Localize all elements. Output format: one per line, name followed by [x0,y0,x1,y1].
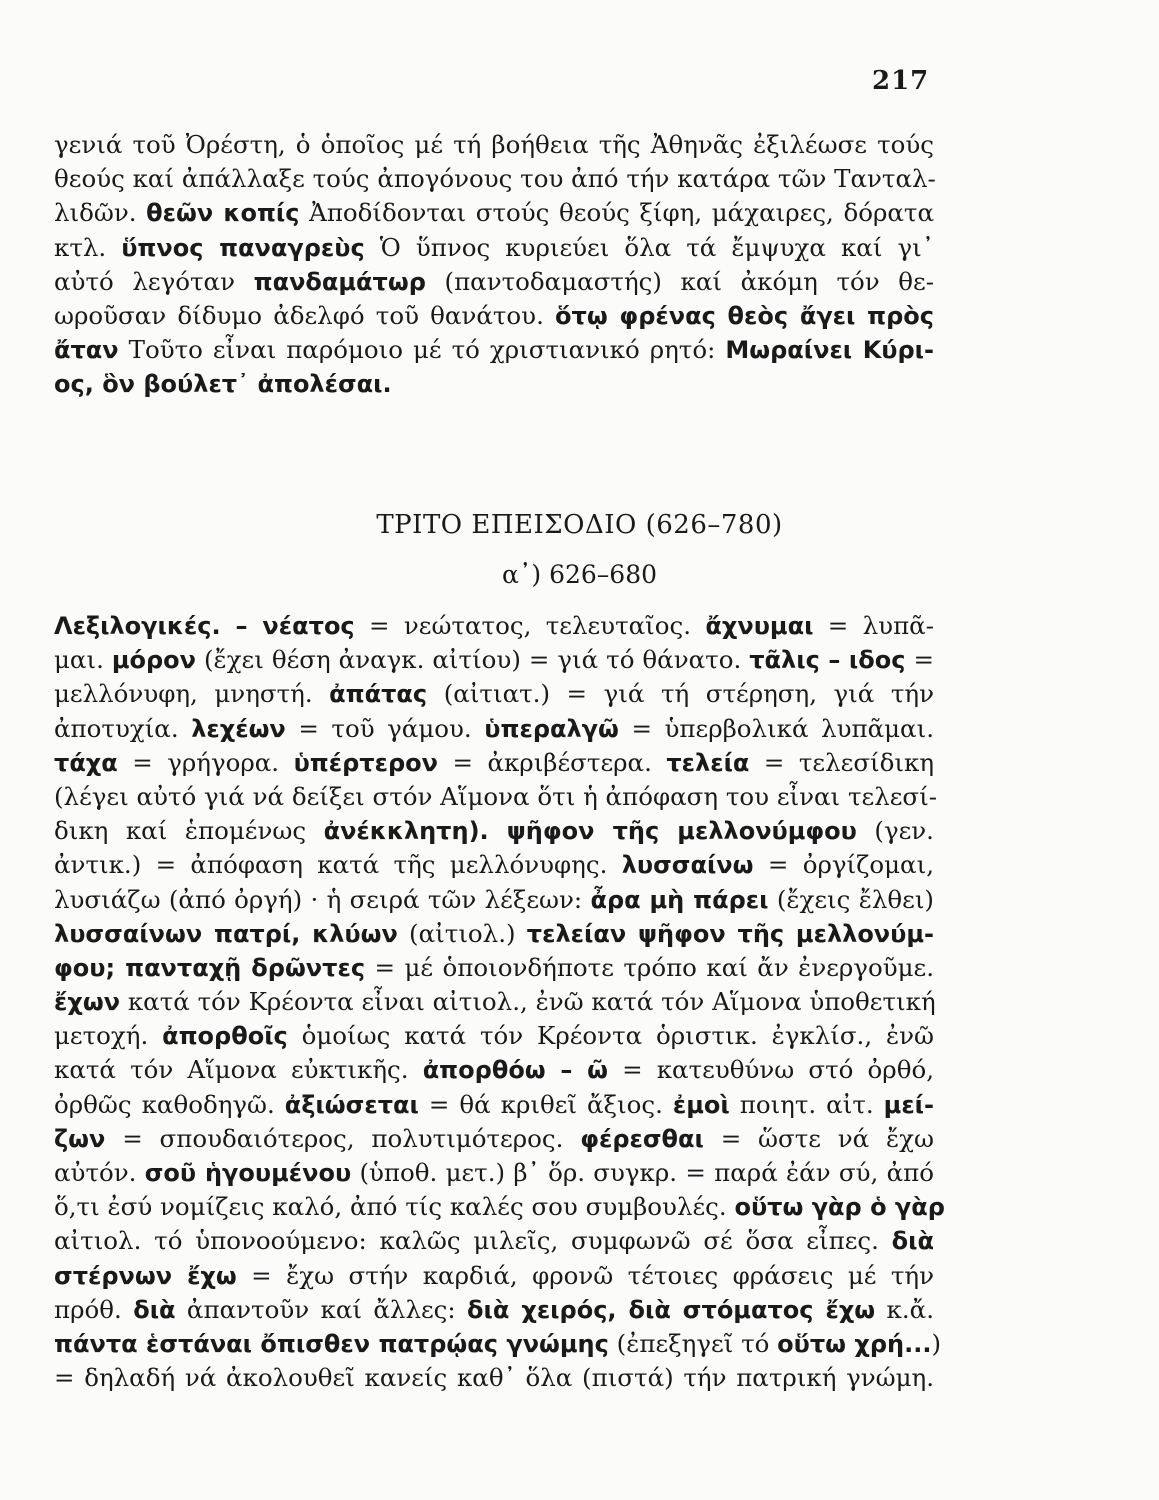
headword: ἆρα μὴ πάρει [590,885,769,914]
headword: λυσσαίνων πατρί, κλύων [54,919,398,948]
headword: σοῦ ἡγουμένου [144,1159,352,1187]
headword: ζων [54,1124,106,1153]
text-run: = τοῦ γάμου. [285,713,485,743]
text-line [54,917,934,951]
text-line [54,1156,934,1190]
text-line [54,1259,934,1293]
subsection-title: α᾿) 626–680 [501,560,658,589]
text-line [54,299,934,333]
text-run: ὁμοίως κατά τόν Κρέοντα ὁριστικ. ἐγκλίσ., ἐνῶ [287,1021,934,1051]
text-run: = γρήγορα. [117,747,294,777]
headword: οὕτω χρή... [777,1329,932,1358]
text-run: Τοῦτο εἶναι παρόμοιο μέ τό χριστιανικό ρητό: [118,335,726,365]
text-line [54,1224,934,1258]
text-run: αὐτόν. [54,1158,145,1187]
text-line [54,196,934,230]
text-run: κατά τόν Αἵμονα εὐκτικῆς. [54,1055,423,1085]
text-run: λυσιάζω (ἀπό ὀργή) · ἡ σειρά τῶν λέξεων: [54,884,591,914]
text-line [54,162,934,196]
headword: ὑπεραλγῶ [484,714,619,743]
text-run: ἀποτυχία. [54,713,192,743]
headword: οὕτω γὰρ ὁ γὰρ [734,1193,945,1222]
text-line [54,609,934,643]
text-run: αὐτό λεγόταν [54,266,254,296]
text-run: κ.ἄ. [875,1294,934,1324]
text-run: = δηλαδή νά ἀκολουθεῖ κανείς καθ᾿ ὅλα (πιστά) τήν πατρική γνώμη. [54,1363,934,1393]
page-number: 217 [872,66,930,96]
headword: θεῶν κοπίς [146,199,300,228]
headword: μόρον [111,646,197,675]
headword: Μωραίνει Κύρι- [725,336,934,365]
text-run: αἰτιολ. τό ὑπονοούμενο: καλῶς μιλεῖς, συμφωνῶ σέ ὅσα εἶπες. [54,1226,892,1256]
headword: ος, ὃν βούλετ᾿ ἀπολέσαι. [54,370,392,399]
text-line [54,712,934,746]
text-run: μαι. [54,645,112,675]
headword: ἄχνυμαι [705,612,814,640]
text-run: Ἀποδίδονται στούς θεούς ξίφη, μάχαιρες, δόρατα [299,198,934,228]
text-line [54,746,934,780]
text-line [54,128,934,162]
text-run: κτλ. [54,232,122,262]
text-line [54,1327,942,1361]
text-run: (παντοδαμαστής) καί ἀκόμη τόν θε- [425,266,934,296]
text-line [54,1019,934,1053]
headword: πανδαμάτωρ [253,267,426,296]
text-line [54,333,934,367]
text-line [54,1293,934,1327]
text-run: ὅ,τι ἐσύ νομίζεις καλό, ἀπό τίς καλές σου συμβουλές. [54,1192,735,1222]
headword: πάντα ἑστάναι ὄπισθεν πατρῴας γνώμης [54,1329,609,1358]
headword: διὰ [133,1295,176,1324]
text-run: = κατευθύνω στό ὀρθό, [607,1055,935,1085]
text-line [54,1088,934,1122]
headword: ἀπορθοῖς [162,1022,288,1051]
text-line [54,985,934,1019]
headword: φέρεσθαι [580,1124,704,1153]
text-run: ) [931,1328,942,1358]
headword: ὕπνος παναγρεὺς [121,233,365,262]
text-run: ποιητ. αἰτ. [729,1089,884,1119]
text-run: = ἀκριβέστερα. [437,747,667,777]
text-line [54,848,934,882]
text-run: γενιά τοῦ Ὀρέστη, ὁ ὁποῖος μέ τή βοήθεια τῆς Ἀθηνᾶς ἐξιλέωσε τούς [54,130,934,159]
text-run: λιδῶν. [54,198,147,228]
text-run: πρόθ. [54,1294,134,1324]
text-run: = λυπᾶ- [813,611,934,640]
text-run: (ἐπεξηγεῖ τό [608,1328,778,1358]
text-run: ἀπαντοῦν καί ἄλλες: [175,1294,468,1324]
headword: ἐμοὶ [672,1090,730,1119]
headword: τᾶλις – ιδος [749,646,906,675]
text-run: = νεώτατος, τελευταῖος. [354,611,706,640]
text-line [54,883,934,917]
text-line [54,265,934,299]
text-run: (αἰτιολ.) [397,918,527,948]
text-run: = ὑπερβολικά λυπᾶμαι. [618,713,935,743]
text-line [54,231,934,265]
text-line [54,367,934,401]
headword: ἀπάτας [329,680,428,709]
text-run: (ὑποθ. μετ.) β᾿ ὅρ. συγκρ. = παρά ἐάν σύ, ἀπό [351,1158,934,1187]
text-line [54,1053,934,1087]
headword: λυσσαίνω [621,851,754,880]
headword: μεί- [883,1090,934,1119]
text-run: = θά κριθεῖ ἄξιος. [418,1089,673,1119]
headword: ἀπορθόω – ῶ [422,1056,608,1085]
text-run: = [905,645,934,675]
text-run: (αἰτιατ.) = γιά τή στέρηση, γιά τήν [427,679,934,709]
headword: τελείαν ψῆφον τῆς μελλονύμ- [526,919,934,948]
top-text-block [54,128,934,402]
text-run: = ὥστε νά ἔχω [703,1123,934,1153]
text-run: ἀντικ.) = ἀπόφαση κατά τῆς μελλόνυφης. [54,850,622,880]
text-run: = μέ ὁποιονδήποτε τρόπο καί ἄν ἐνεργοῦμε. [365,952,934,982]
text-run: κατά τόν Κρέοντα εἶναι αἰτιολ., ἐνῶ κατά τόν Αἵμονα ὑποθετική [120,987,936,1017]
section-title: ΤΡΙΤΟ ΕΠΕΙΣΟΔΙΟ (626–780) [376,510,783,540]
text-line [54,1361,934,1395]
text-run: = τελεσίδικη [749,747,935,777]
text-run: = ἔχω στήν καρδιά, φρονῶ τέτοιες φράσεις μέ τήν [236,1260,935,1290]
headword: διὰ χειρός, διὰ στόματος ἔχω [467,1295,876,1324]
text-run: (ἔχεις ἔλθει) [768,884,934,914]
headword: διὰ [891,1227,934,1256]
text-run: = ὀργίζομαι, [753,850,934,880]
headword: τελεία [666,748,750,777]
text-run: μετοχή. [54,1021,163,1051]
headword: λεχέων [191,714,286,743]
headword: ἔχων [54,988,121,1017]
headword: ἄταν [54,336,119,365]
headword: τάχα [54,748,118,777]
text-line [54,643,934,677]
text-line [54,1190,945,1224]
text-run: ωροῦσαν δίδυμο ἀδελφό τοῦ θανάτου. [54,300,556,330]
text-line [54,780,938,814]
text-run: ὀρθῶς καθοδηγῶ. [54,1089,285,1119]
text-line [54,951,934,985]
text-run: Ὁ ὕπνος κυριεύει ὅλα τά ἔμψυχα καί γι᾿ [364,232,934,262]
headword: στέρνων ἔχω [54,1261,237,1290]
text-run: (λέγει αὐτό γιά νά δείξει στόν Αἵμονα ὅτι ἡ ἀπόφαση του εἶναι τελεσί- [54,781,938,811]
headword: φου; πανταχῇ δρῶντες [54,953,366,982]
headword: ὅτῳ φρένας θεὸς ἄγει πρὸς [555,301,934,330]
text-run: = σπουδαιότερος, πολυτιμότερος. [105,1123,581,1153]
headword: Λεξιλογικές. – νέατος [54,612,355,640]
bottom-text-block [54,609,945,1395]
text-run: (ἔχει θέση ἀναγκ. αἰτίου) = γιά τό θάνατο. [196,645,750,675]
text-run: δικη καί ἑπομένως [54,816,324,846]
text-run: μελλόνυφη, μνηστή. [54,679,330,709]
text-run: θεούς καί ἀπάλλαξε τούς ἀπογόνους του ἀπό τήν κατάρα τῶν Τανταλ- [54,164,936,194]
headword: ἀνέκκλητη). ψῆφον τῆς μελλονύμφου [323,817,857,846]
headword: ὑπέρτερον [293,748,438,777]
text-line [54,677,934,711]
text-run: (γεν. [856,816,934,846]
text-line [54,814,934,848]
headword: ἀξιώσεται [284,1090,419,1119]
text-line [54,1122,934,1156]
